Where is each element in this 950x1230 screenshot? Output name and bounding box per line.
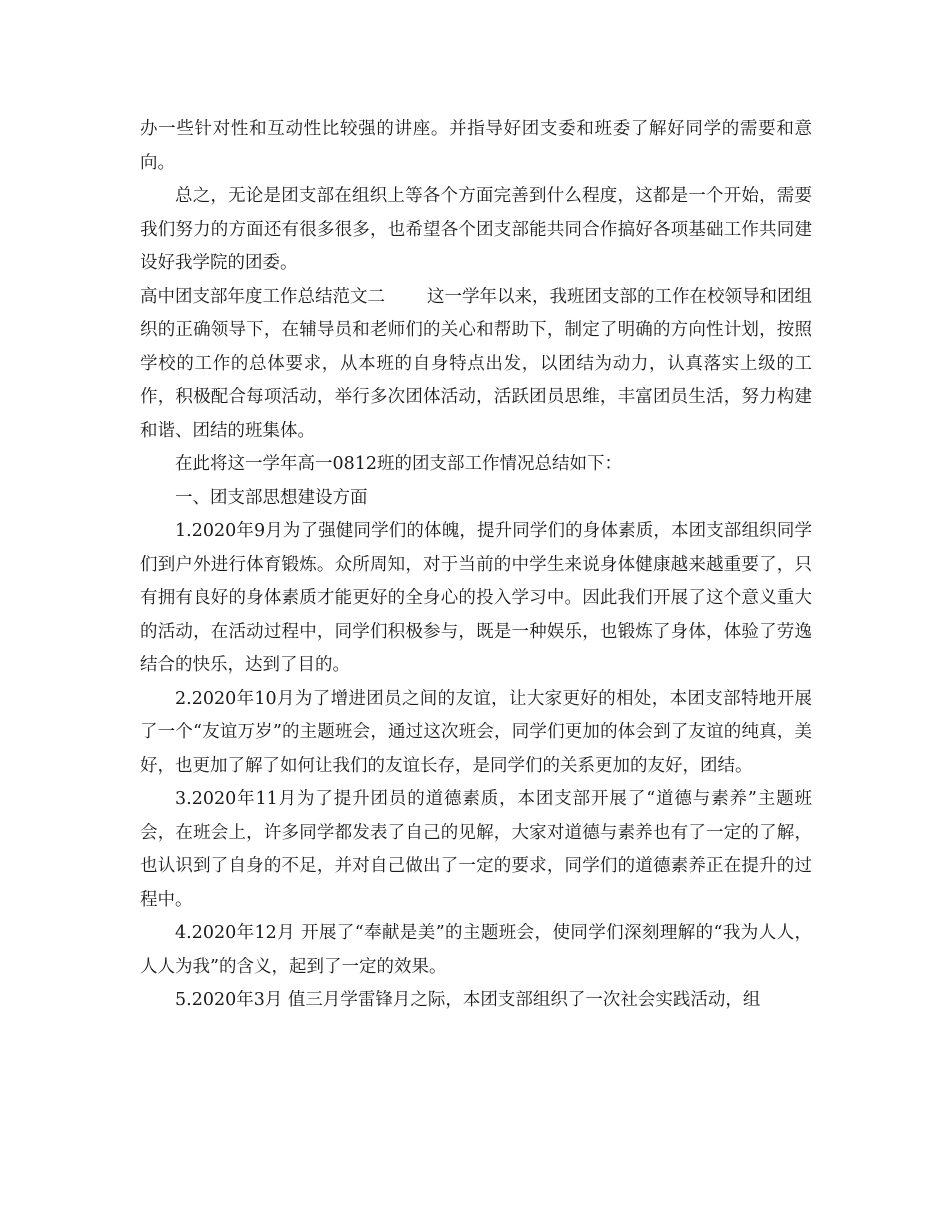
item-paragraph-5: 5.2020年3月 值三月学雷锋月之际，本团支部组织了一次社会实践活动，组 [175, 990, 761, 1010]
item-paragraph-1: 1.2020年9月为了强健同学们的体魄，提升同学们的身体素质，本团支部组织同学们到户外进行体育锻炼。众所周知，对于当前的中学生来说身体健康越来越重要了，只有拥有良好的身体素质才能更好的全身心的投入学习中。因此我们开展了这个意义重大的活动，在活动过程中，同学们积极参与，既是一种娱乐，也锻炼了身体，体验了劳逸结合的快乐，达到了目的。 [140, 521, 812, 675]
item-paragraph-2: 2.2020年10月为了增进团员之间的友谊，让大家更好的相处，本团支部特地开展了一个“友谊万岁”的主题班会，通过这次班会，同学们更加的体会到了友谊的纯真，美好，也更加了解了如何让我们的友谊长存，是同学们的关系更加的友好，团结。 [140, 688, 812, 776]
document-body [140, 113, 812, 1018]
section-paragraph [140, 281, 812, 449]
summary-intro-paragraph: 在此将这一学年高一0812班的团支部工作情况总结如下： [175, 454, 623, 474]
section-intro: 这一学年以来，我班团支部的工作在校领导和团组织的正确领导下，在辅导员和老师们的关心和帮助下，制定了明确的方向性计划，按照学校的工作的总体要求，从本班的自身特点出发，以团结为动力，认真落实上级的工作，积极配合每项活动，举行多次团体活动，活跃团员思维，丰富团员生活，努力构建和谐、团结的班集体。 [140, 286, 812, 441]
paragraph-2: 总之，无论是团支部在组织上等各个方面完善到什么程度，这都是一个开始，需要我们努力的方面还有很多很多，也希望各个团支部能共同合作搞好各项基础工作共同建设好我学院的团委。 [140, 186, 812, 273]
subheading-thought-building: 一、团支部思想建设方面 [175, 487, 368, 508]
item-paragraph-3: 3.2020年11月为了提升团员的道德素质，本团支部开展了“道德与素养”主题班会，在班会上，许多同学都发表了自己的见解，大家对道德与素养也有了一定的了解，也认识到了自身的不足，并对自己做出了一定的要求，同学们的道德素养正在提升的过程中。 [140, 789, 812, 910]
section-title: 高中团支部年度工作总结范文二 [140, 286, 385, 307]
item-paragraph-4: 4.2020年12月 开展了“奉献是美”的主题班会，使同学们深刻理解的“我为人人，人人为我”的含义，起到了一定的效果。 [140, 923, 812, 977]
paragraph-1: 办一些针对性和互动性比较强的讲座。并指导好团支委和班委了解好同学的需要和意向。 [140, 119, 812, 173]
